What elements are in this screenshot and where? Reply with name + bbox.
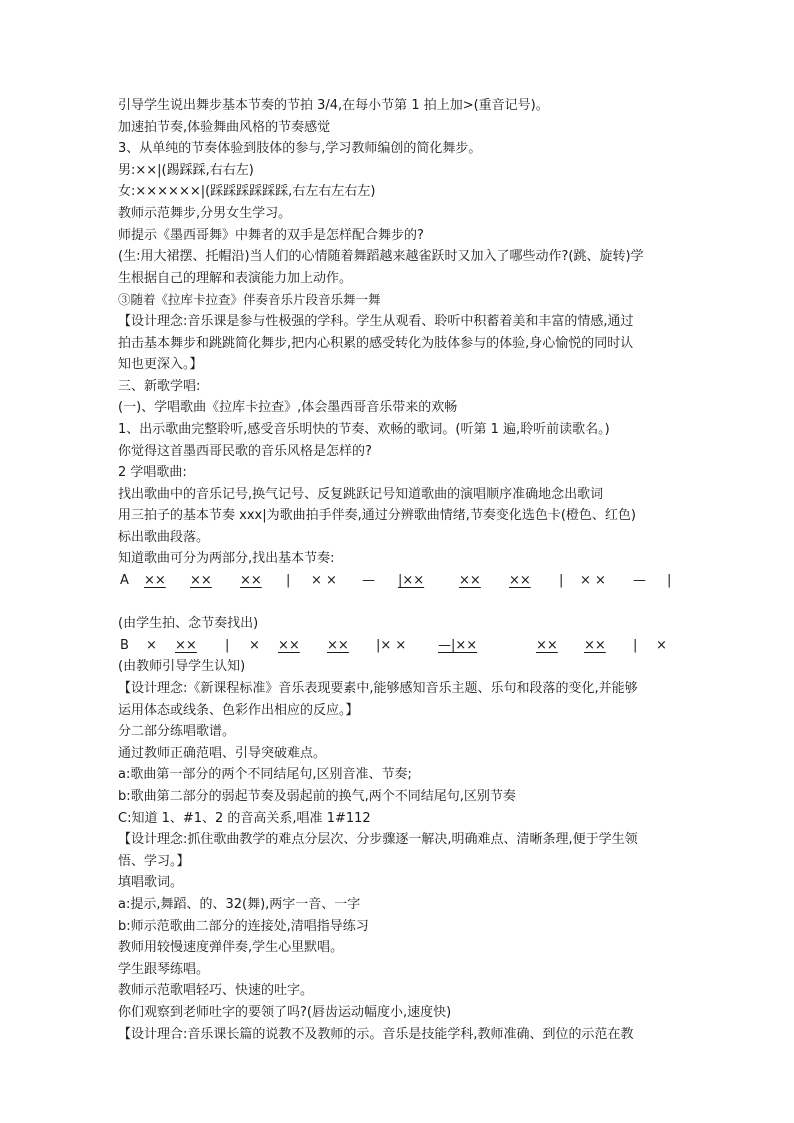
rhythm-note: ×× — [584, 637, 606, 653]
rhythm-note: ×× — [240, 573, 262, 589]
design-note-line: 【设计理合:音乐课长篇的说教不及教师的示。音乐是技能学科,教师准确、到位的示范在教 — [118, 1026, 634, 1042]
text-line: 教师用较慢速度弹伴奏,学生心里默唱。 — [118, 940, 344, 956]
text-line: 1、出示歌曲完整聆听,感受音乐明快的节奏、欢畅的歌词。(听第 1 遍,聆听前读歌名。) — [118, 421, 610, 437]
document-page — [118, 95, 678, 1045]
text-line: C:知道 1、#1、2 的音高关系,唱准 1#112 — [118, 810, 371, 826]
rhythm-note: ×× — [278, 637, 300, 653]
rhythm-note: × — [146, 637, 157, 653]
text-line: 填唱歌词。 — [118, 875, 184, 891]
rhythm-note: ×× — [190, 573, 212, 589]
rhythm-note: ×× — [459, 573, 481, 589]
rhythm-note: × — [249, 637, 260, 653]
rhythm-dash: — — [362, 573, 375, 589]
design-note-line: 运用体态或线条、色彩作出相应的反应。】 — [118, 702, 359, 718]
rhythm-line-b — [118, 635, 678, 657]
text-line: 标出歌曲段落。 — [118, 529, 210, 545]
design-note-line: 【设计理念:音乐课是参与性极强的学科。学生从观看、聆听中积蓄着美和丰富的情感,通过 — [118, 313, 634, 329]
barline: | — [667, 573, 672, 589]
rhythm-note: ×× — [175, 637, 197, 653]
design-note-line: 【设计理念:抓住歌曲教学的难点分层次、分步骤逐一解决,明确难点、清晰条理,便于学生领 — [118, 832, 638, 848]
rhythm-note: × × — [311, 573, 337, 589]
text-line: 加速拍节奏,体验舞曲风格的节奏感觉 — [118, 119, 331, 135]
text-line: 教师示范歌唱轻巧、快速的吐字。 — [118, 983, 314, 999]
barline: | — [633, 637, 638, 653]
text-line: ③随着《拉库卡拉查》伴奏音乐片段音乐舞一舞 — [118, 292, 381, 308]
text-line: (生:用大裙摆、托帽沿)当人们的心情随着舞蹈越来越雀跃时又加入了哪些动作?(跳、旋转)学 — [118, 249, 644, 265]
text-line: b:歌曲第二部分的弱起节奏及弱起前的换气,两个不同结尾句,区别节奏 — [118, 789, 516, 804]
rhythm-note: |× × — [376, 637, 407, 653]
text-line: a:提示,舞蹈、的、32(舞),两字一音、一字 — [118, 896, 361, 912]
rhythm-label-b: B — [120, 637, 129, 653]
rhythm-note: —|×× — [438, 637, 478, 653]
text-line: 用三拍子的基本节奏 xxx|为歌曲拍手伴奏,通过分辨歌曲情绪,节奏变化选色卡(橙色、红色) — [118, 508, 637, 524]
text-line: 分二部分练唱歌谱。 — [118, 724, 236, 740]
barline: | — [225, 637, 230, 653]
rhythm-note: × × — [580, 573, 606, 589]
design-note-line: 悟、学习。】 — [118, 853, 190, 869]
rhythm-note: ×× — [327, 637, 349, 653]
blank-line — [118, 592, 678, 614]
text-line: 引导学生说出舞步基本节奏的节拍 3/4,在每小节第 1 拍上加>(重音记号)。 — [118, 98, 549, 113]
text-line: 师提示《墨西哥舞》中舞者的双手是怎样配合舞步的? — [118, 227, 424, 243]
design-note-line: 拍击基本舞步和跳跳简化舞步,把内心积累的感受转化为肢体参与的体验,身心愉悦的同时认 — [118, 335, 634, 351]
rhythm-note: |×× — [398, 573, 425, 589]
rhythm-note: ×× — [144, 573, 166, 589]
text-line: 找出歌曲中的音乐记号,换气记号、反复跳跃记号知道歌曲的演唱顺序准确地念出歌词 — [118, 486, 604, 502]
text-line: (由学生拍、念节奏找出) — [118, 616, 259, 632]
subsection-heading: (一)、学唱歌曲《拉库卡拉查》,体会墨西哥音乐带来的欢畅 — [118, 400, 458, 416]
rhythm-label-a: A — [120, 573, 129, 589]
barline: | — [559, 573, 564, 589]
text-line: 男:××|(踢踩踩,右右左) — [118, 162, 254, 178]
design-note-line: 知也更深入。】 — [118, 357, 203, 373]
text-line: b:师示范歌曲二部分的连接处,清唱指导练习 — [118, 918, 369, 934]
section-heading: 三、新歌学唱: — [118, 378, 201, 394]
text-line: 你们观察到老师吐字的要领了吗?(唇齿运动幅度小,速度快) — [118, 1004, 452, 1020]
rhythm-note: × — [656, 637, 667, 653]
rhythm-dash: — — [633, 573, 646, 589]
text-line: (由教师引导学生认知) — [118, 659, 246, 675]
rhythm-note: ×× — [509, 573, 531, 589]
rhythm-note: ×× — [536, 637, 558, 653]
text-line: 教师示范舞步,分男女生学习。 — [118, 205, 292, 221]
design-note-line: 【设计理念:《新课程标准》音乐表现要素中,能够感知音乐主题、乐句和段落的变化,并能够 — [118, 681, 638, 697]
text-line: 生根据自己的理解和表演能力加上动作。 — [118, 270, 353, 286]
barline: | — [286, 573, 291, 589]
text-line: 通过教师正确范唱、引导突破难点。 — [118, 745, 327, 761]
text-line: 你觉得这首墨西哥民歌的音乐风格是怎样的? — [118, 443, 372, 459]
text-line: 3、从单纯的节奏体验到肢体的参与,学习教师编创的简化舞步。 — [118, 141, 482, 157]
text-line: 知道歌曲可分为两部分,找出基本节奏: — [118, 551, 335, 567]
text-line: 2 学唱歌曲: — [118, 465, 187, 481]
text-line: 学生跟琴练唱。 — [118, 961, 210, 977]
text-line: a:歌曲第一部分的两个不同结尾句,区别音准、节奏; — [118, 767, 412, 783]
rhythm-line-a — [118, 570, 678, 592]
text-line: 女:××××××|(踩踩踩踩踩踩,右左右左右左) — [118, 184, 376, 200]
